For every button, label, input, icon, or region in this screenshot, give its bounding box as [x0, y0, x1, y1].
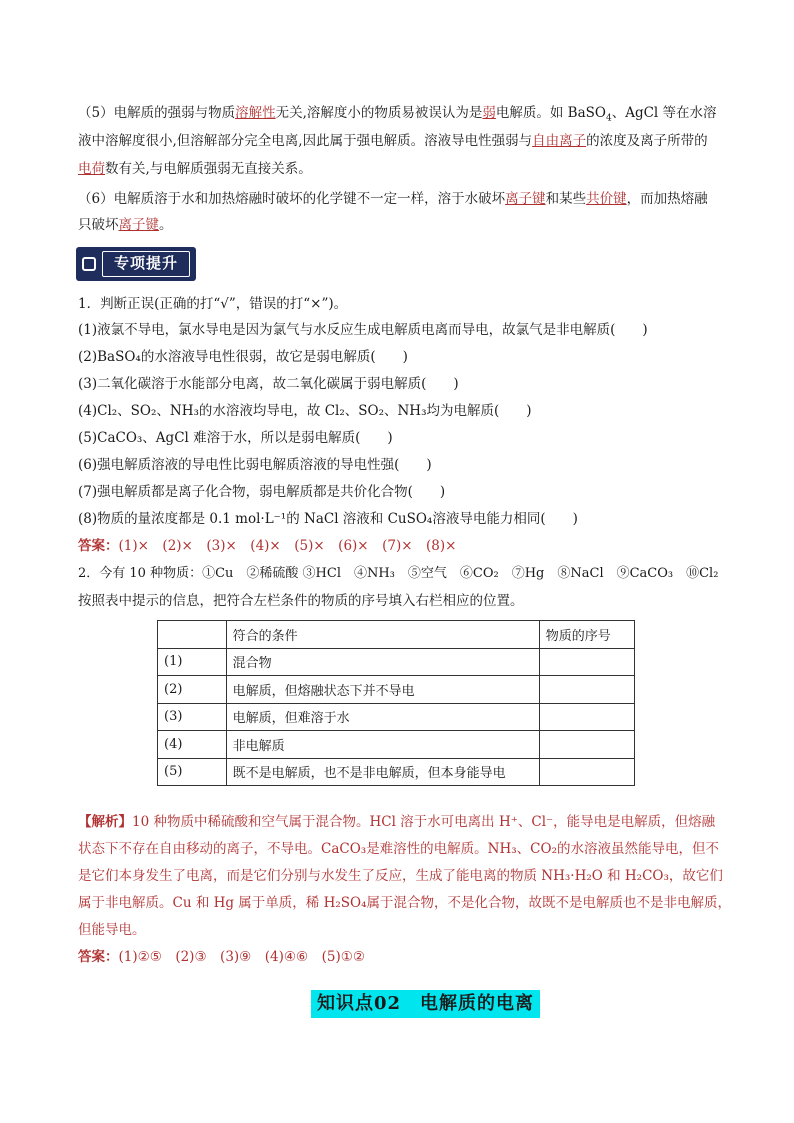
badge-square-icon — [82, 257, 96, 271]
para6-line2: 只破坏离子键。 — [78, 217, 173, 233]
table-cell: 电解质，但熔融状态下并不导电 — [226, 676, 539, 704]
para5-line2: 液中溶解度很小,但溶解部分完全电离,因此属于强电解质。溶液导电性强弱与自由离子的浓度及离子所带的 — [78, 133, 708, 149]
table-header-cell: 物质的序号 — [539, 621, 634, 649]
knowledge-point-heading: 知识点02 电解质的电离 — [311, 990, 540, 1018]
q2-stem-line2: 按照表中提示的信息，把符合左栏条件的物质的序号填入右栏相应的位置。 — [78, 593, 524, 609]
q1-item: (4)Cl₂、SO₂、NH₃的水溶液均导电，故 Cl₂、SO₂、NH₃均为电解质( ) — [78, 403, 532, 419]
table-row — [158, 676, 635, 704]
para5-line3: 电荷数有关,与电解质强弱无直接关系。 — [78, 161, 312, 177]
analysis-line: 属于非电解质。Cu 和 Hg 属于单质，稀 H₂SO₄属于混合物，不是化合物，故既不是电解质也不是非电解质， — [78, 895, 732, 911]
table-cell — [539, 758, 634, 786]
criteria-table — [157, 620, 635, 786]
table-cell — [539, 676, 634, 704]
badge-label: 专项提升 — [102, 251, 190, 277]
table-cell: (4) — [158, 731, 227, 759]
table-cell — [539, 731, 634, 759]
table-cell: (5) — [158, 758, 227, 786]
table-row — [158, 758, 635, 786]
table-cell: 非电解质 — [226, 731, 539, 759]
analysis-line: 状态下不存在自由移动的离子，不导电。CaCO₃是难溶性的电解质。NH₃、CO₂的水溶液虽然能导电，但不 — [78, 841, 719, 857]
q1-item: (7)强电解质都是离子化合物，弱电解质都是共价化合物( ) — [78, 484, 446, 500]
table-cell — [539, 703, 634, 731]
q1-item: (2)BaSO₄的水溶液导电性很弱，故它是弱电解质( ) — [78, 349, 408, 365]
q2-stem-line1: 2．今有 10 种物质：①Cu ②稀硫酸 ③HCl ④NH₃ ⑤空气 ⑥CO₂ ⑦Hg ⑧NaCl ⑨CaCO₃ ⑩Cl₂ — [78, 566, 719, 581]
q1-stem: 1．判断正误(正确的打“√”，错误的打“×”)。 — [78, 296, 348, 312]
table-header-row — [158, 621, 635, 649]
table-header-cell — [158, 621, 227, 649]
analysis-line: 是它们本身发生了电离，而是它们分别与水发生了反应，生成了能电离的物质 NH₃·H₂O 和 H₂CO₃，故它们 — [78, 868, 723, 884]
table-row — [158, 648, 635, 676]
table-cell: (1) — [158, 648, 227, 676]
q1-answer: 答案：(1)× (2)× (3)× (4)× (5)× (6)× (7)× (8)× — [78, 538, 457, 554]
para6-line1: （6）电解质溶于水和加热熔融时破坏的化学键不一定一样，溶于水破坏离子键和某些共价键，而加热熔融 — [78, 191, 708, 207]
q1-item: (3)二氧化碳溶于水能部分电离，故二氧化碳属于弱电解质( ) — [78, 376, 459, 392]
table-row — [158, 731, 635, 759]
table-cell: (2) — [158, 676, 227, 704]
table-cell — [539, 648, 634, 676]
table-header-cell: 符合的条件 — [226, 621, 539, 649]
q1-item: (5)CaCO₃、AgCl 难溶于水，所以是弱电解质( ) — [78, 430, 393, 446]
table-cell: (3) — [158, 703, 227, 731]
table-row — [158, 703, 635, 731]
q2-answer: 答案：(1)②⑤ (2)③ (3)⑨ (4)④⑥ (5)①② — [78, 949, 365, 965]
analysis-line: 但能导电。 — [78, 922, 146, 938]
table-cell: 电解质，但难溶于水 — [226, 703, 539, 731]
analysis-line1: 【解析】10 种物质中稀硫酸和空气属于混合物。HCl 溶于水可电离出 H⁺、Cl⁻，能导电是电解质，但熔融 — [78, 814, 716, 830]
table-cell: 混合物 — [226, 648, 539, 676]
para5-line1: （5）电解质的强弱与物质溶解性无关,溶解度小的物质易被误认为是弱电解质。如 BaSO$_4$、AgCl 等在水溶 — [78, 105, 717, 124]
q1-item: (6)强电解质溶液的导电性比弱电解质溶液的导电性强( ) — [78, 457, 432, 473]
q1-item: (1)液氯不导电，氯水导电是因为氯气与水反应生成电解质电离而导电，故氯气是非电解质( ) — [78, 322, 648, 338]
q1-item: (8)物质的量浓度都是 0.1 mol·L⁻¹的 NaCl 溶液和 CuSO₄溶液导电能力相同( ) — [78, 511, 578, 527]
section-badge — [76, 247, 196, 281]
table-cell: 既不是电解质，也不是非电解质，但本身能导电 — [226, 758, 539, 786]
